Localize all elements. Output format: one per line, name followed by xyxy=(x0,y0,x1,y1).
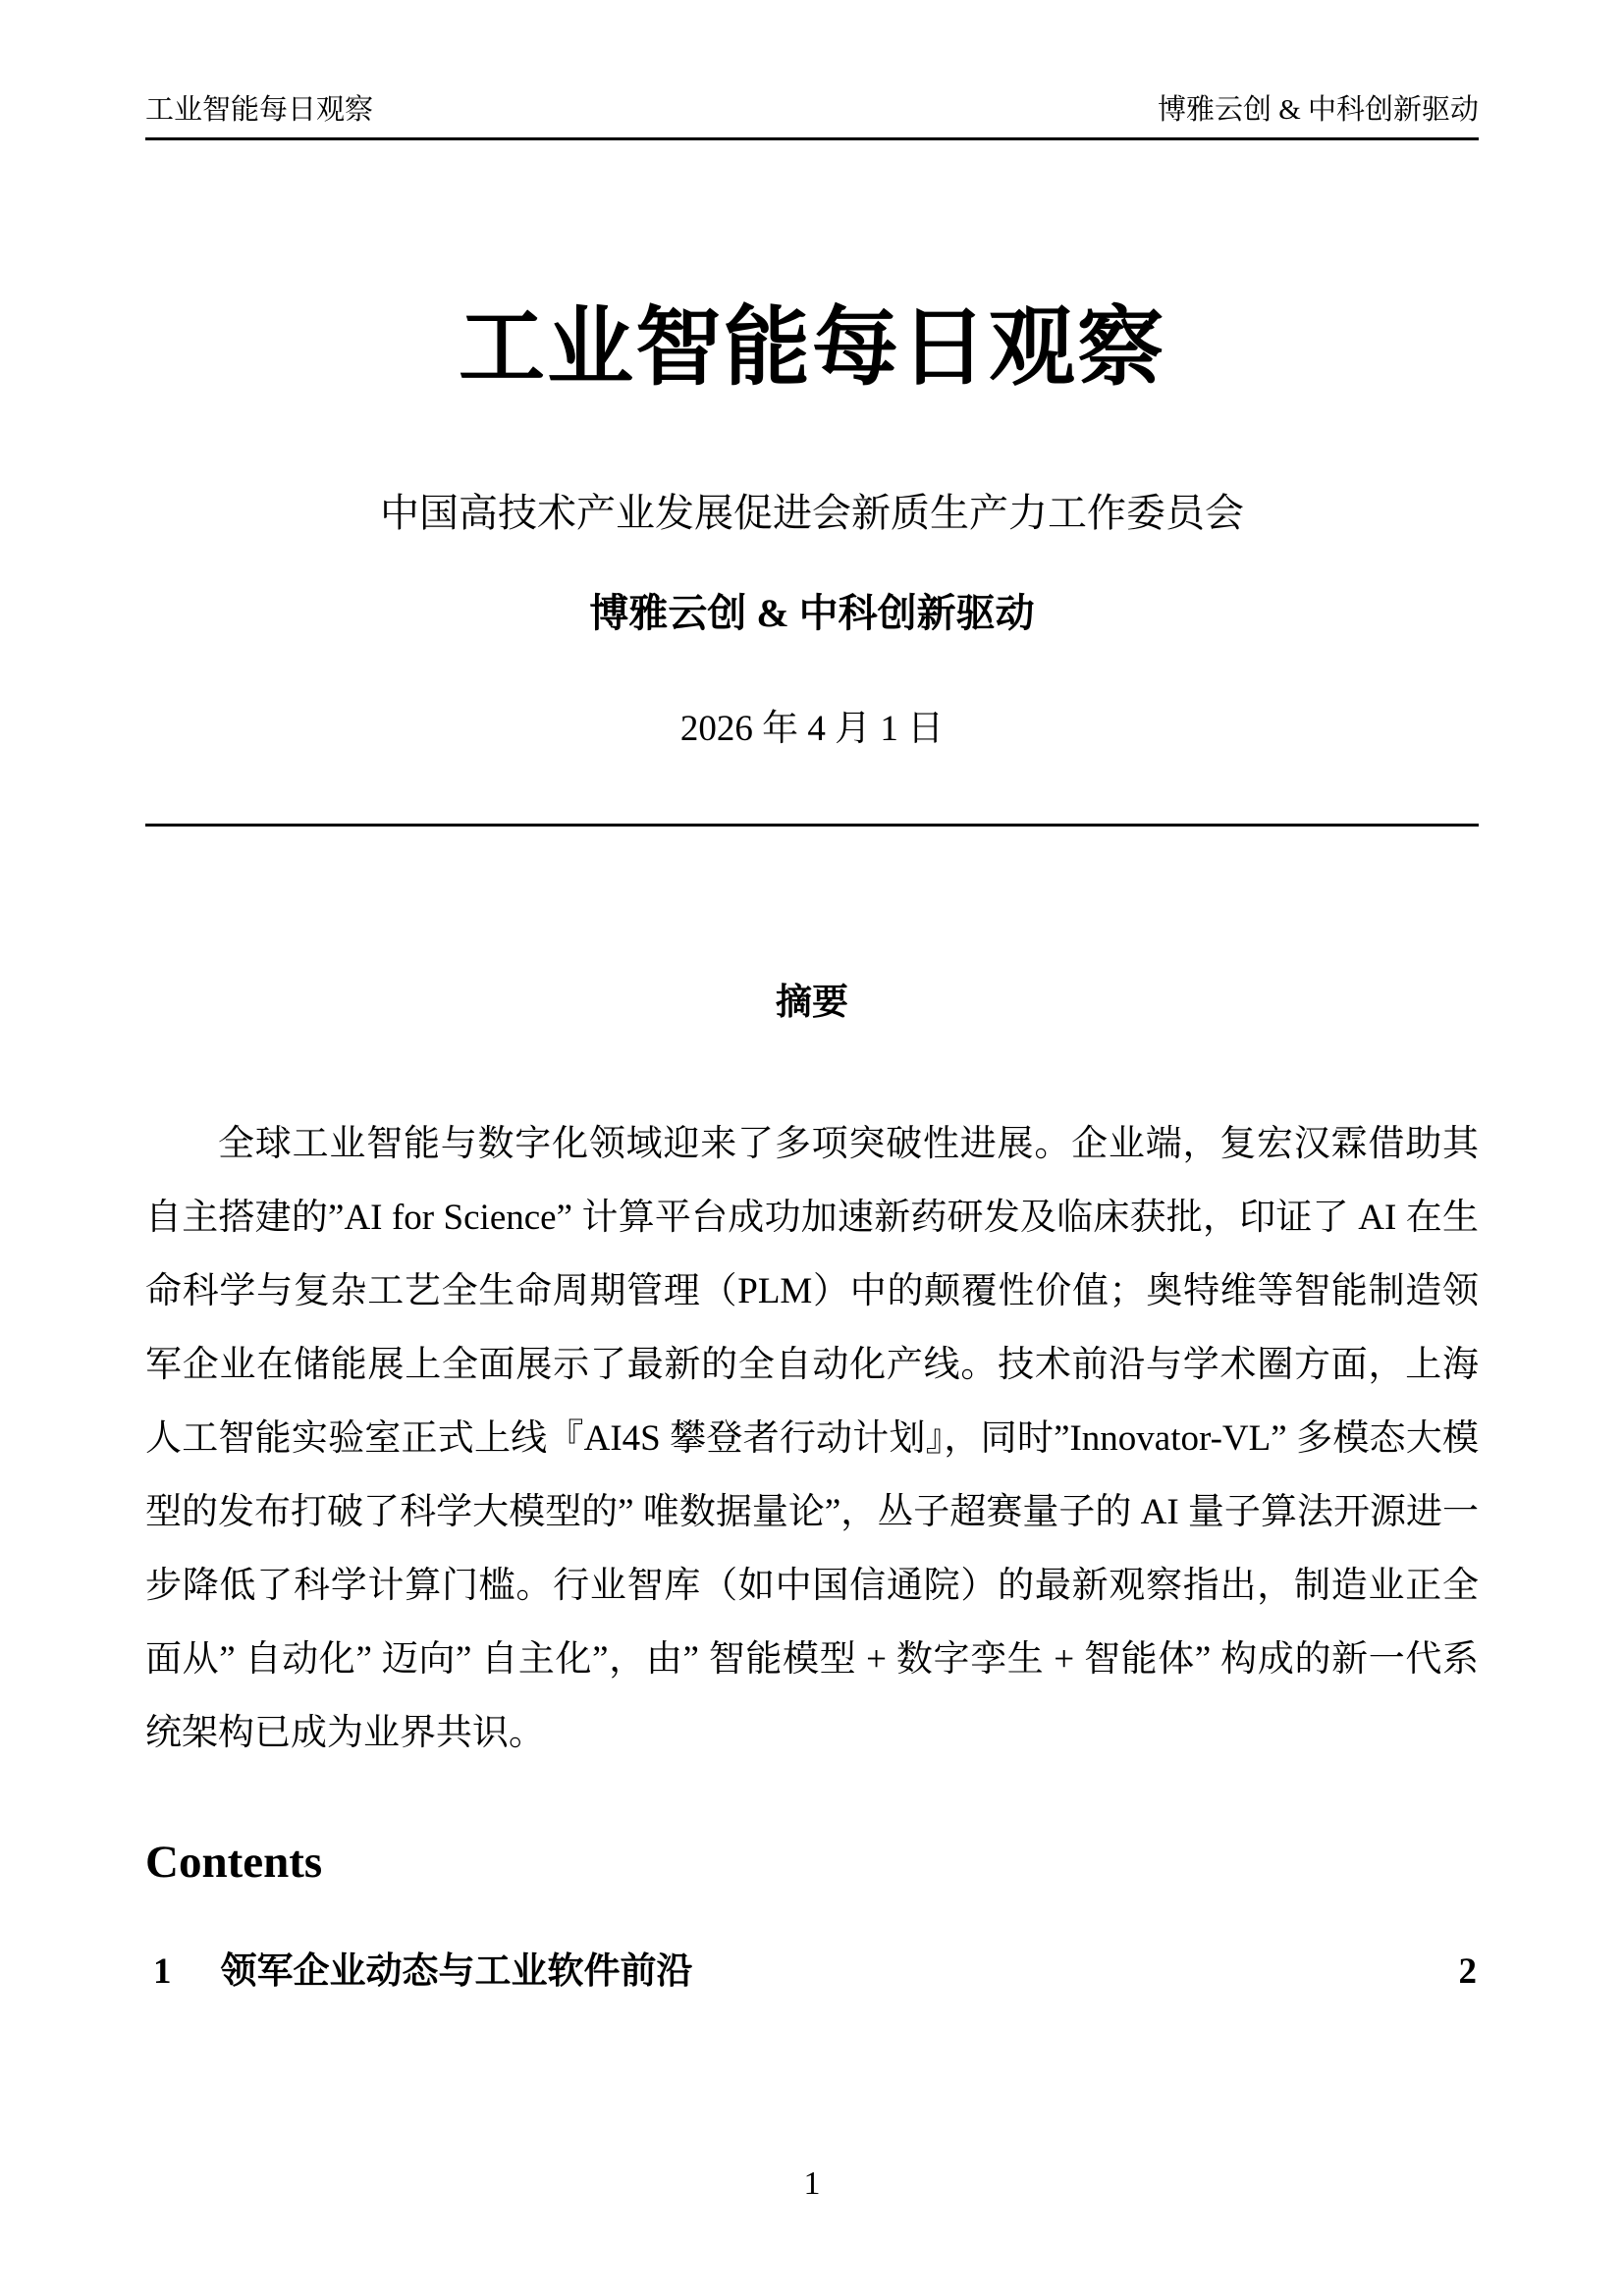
document-title: 工业智能每日观察 xyxy=(458,301,1165,397)
title-divider-rule xyxy=(145,824,1479,827)
running-header xyxy=(145,0,1479,140)
toc-entry-section-1[interactable] xyxy=(145,1950,1479,1994)
document-date: 2026 年 4 月 1 日 xyxy=(679,708,945,749)
page-number: 1 xyxy=(803,2165,821,2202)
running-header-left: 工业智能每日观察 xyxy=(145,94,374,126)
abstract-heading: 摘要 xyxy=(776,982,848,1023)
toc-section-number: 1 xyxy=(153,1950,172,1992)
document-authors: 博雅云创 & 中科创新驱动 xyxy=(589,590,1035,635)
toc-page-number: 2 xyxy=(1458,1950,1477,1992)
document-subtitle: 中国高技术产业发展促进会新质生产力工作委员会 xyxy=(380,490,1244,535)
table-of-contents xyxy=(145,1950,1479,1994)
running-header-right: 博雅云创 & 中科创新驱动 xyxy=(1157,94,1479,126)
page-footer xyxy=(0,2164,1624,2204)
abstract-text: 全球工业智能与数字化领域迎来了多项突破性进展。企业端，复宏汉霖借助其自主搭建的”AI for Science” 计算平台成功加速新药研发及临床获批，印证了 AI 在生命科学与复杂工艺全生命周期管理（PLM）中的颠覆性价值；奥特维等智能制造领军企业在储能展上全面展示了最新的全自动化产线。技术前沿与学术圈方面，上海人工智能实验室正式上线『AI4S 攀登者行动计划』，同时”Innovator-VL” 多模态大模型的发布打破了科学大模型的” 唯数据量论”，丛子超赛量子的 AI 量子算法开源进一步降低了科学计算门槛。行业智库（如中国信通院）的最新观察指出，制造业正全面从” 自动化” 迈向” 自主化”，由” 智能模型 + 数字孪生 + 智能体” 构成的新一代系统架构已成为业界共识。 xyxy=(145,1123,1479,1753)
contents-heading: Contents xyxy=(145,1836,323,1888)
toc-section-title: 领军企业动态与工业软件前沿 xyxy=(220,1950,693,1992)
